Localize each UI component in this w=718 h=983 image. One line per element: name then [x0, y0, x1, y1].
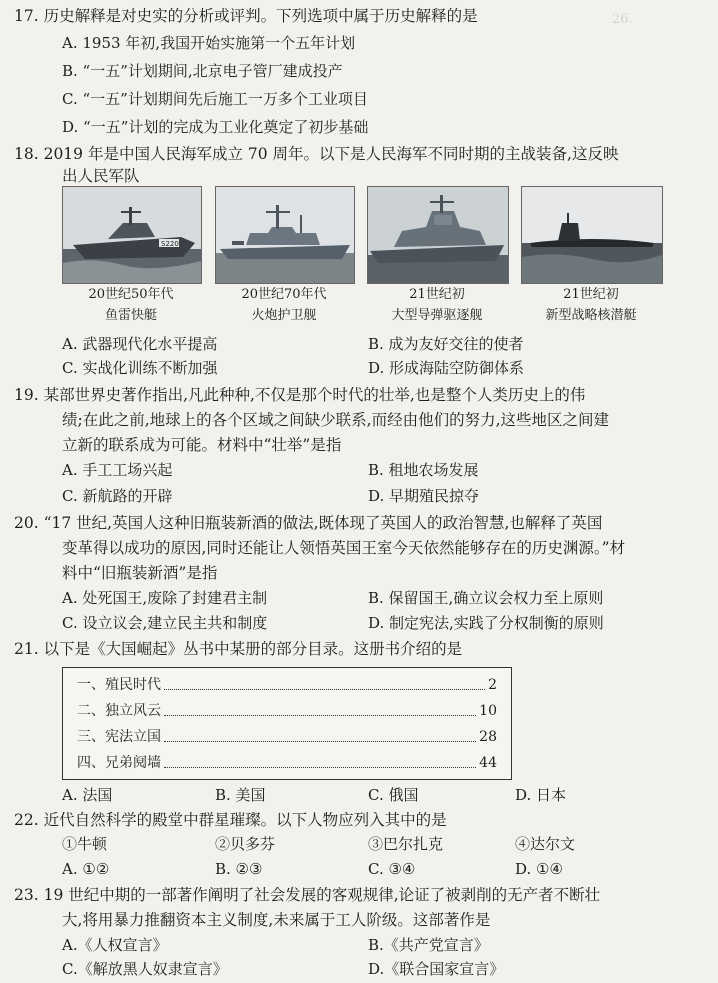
q20-stem-line3: 料中“旧瓶装新酒”是指 [62, 564, 218, 582]
q22-option-c: C. ③④ [368, 860, 416, 878]
q22-option-d: D. ①④ [515, 860, 563, 878]
toc-title: 三、宪法立国 [77, 729, 161, 745]
q18-stem-line1: 18. 2019 年是中国人民海军成立 70 周年。以下是人民海军不同时期的主战装备,这反映 [14, 145, 619, 163]
q19-option-a: A. 手工工场兴起 [62, 461, 173, 479]
toc-row [77, 674, 497, 696]
q23-option-a: A.《人权宣言》 [62, 936, 168, 954]
q19-option-c: C. 新航路的开辟 [62, 487, 173, 505]
q19-option-d: D. 早期殖民掠夺 [368, 487, 480, 505]
q22-item-3: ③巴尔扎克 [368, 835, 444, 853]
q18-option-a: A. 武器现代化水平提高 [62, 335, 218, 353]
q17-option-d: D. “一五”计划的完成为工业化奠定了初步基础 [62, 118, 369, 136]
q17-option-b: B. “一五”计划期间,北京电子管厂建成投产 [62, 62, 343, 80]
q20-stem-line1: 20. “17 世纪,英国人这种旧瓶装新酒的做法,既体现了英国人的政治智慧,也解释了英国 [14, 514, 603, 532]
caption-era-4: 21世纪初 [563, 287, 619, 302]
toc-leader-dots [164, 726, 476, 742]
caption-name-2: 火炮护卫舰 [251, 308, 317, 323]
q20-stem-line2: 变革得以成功的原因,同时还能让人领悟英国王室今天依然能够存在的历史渊源。”材 [62, 539, 626, 557]
q17-stem: 17. 历史解释是对史实的分析或评判。下列选项中属于历史解释的是 [14, 7, 478, 25]
q22-option-b: B. ②③ [215, 860, 263, 878]
q19-stem-line2: 绩;在此之前,地球上的各个区域之间缺少联系,而经由他们的努力,这些地区之间建 [62, 411, 610, 429]
q23-stem-line1: 23. 19 世纪中期的一部著作阐明了社会发展的客观规律,论证了被剥削的无产者不断壮 [14, 886, 601, 904]
toc-page: 10 [479, 703, 497, 719]
q18-option-c: C. 实战化训练不断加强 [62, 359, 218, 377]
q22-item-2: ②贝多芬 [215, 835, 276, 853]
q22-option-a: A. ①② [62, 860, 110, 878]
q22-stem: 22. 近代自然科学的殿堂中群星璀璨。以下人物应列入其中的是 [14, 811, 447, 829]
toc-title: 四、兄弟阋墙 [77, 755, 161, 771]
q19-stem-line1: 19. 某部世界史著作指出,凡此种种,不仅是那个时代的壮举,也是整个人类历史上的伟 [14, 386, 586, 404]
caption-era-3: 21世纪初 [409, 287, 465, 302]
q19-stem-line3: 立新的联系成为可能。材料中“壮举”是指 [62, 436, 342, 454]
destroyer-photo [367, 186, 509, 284]
caption-era-2: 20世纪70年代 [241, 287, 327, 302]
q21-option-a: A. 法国 [62, 786, 113, 804]
q22-item-4: ④达尔文 [515, 835, 576, 853]
q22-item-1: ①牛顿 [62, 835, 108, 853]
toc-row [77, 726, 497, 748]
toc-title: 二、独立风云 [77, 703, 161, 719]
q18-option-b: B. 成为友好交往的使者 [368, 335, 524, 353]
table-of-contents [62, 667, 512, 780]
show-through-text: 26. [612, 12, 633, 27]
torpedo-boat-photo [62, 186, 202, 284]
q20-option-a: A. 处死国王,废除了封建君主制 [62, 589, 268, 607]
toc-title: 一、殖民时代 [77, 677, 161, 693]
q23-option-d: D.《联合国家宣言》 [368, 960, 505, 978]
toc-row [77, 752, 497, 774]
toc-row [77, 700, 497, 722]
hull-number: S220 [161, 240, 179, 248]
caption-name-4: 新型战略核潜艇 [545, 308, 637, 323]
toc-page: 28 [479, 729, 497, 745]
q17-option-a: A. 1953 年初,我国开始实施第一个五年计划 [62, 34, 356, 52]
caption-era-1: 20世纪50年代 [88, 287, 174, 302]
q18-option-d: D. 形成海陆空防御体系 [368, 359, 525, 377]
toc-page: 2 [488, 677, 497, 693]
toc-leader-dots [164, 674, 485, 690]
q19-option-b: B. 租地农场发展 [368, 461, 479, 479]
q17-option-c: C. “一五”计划期间先后施工一万多个工业项目 [62, 90, 368, 108]
q21-stem: 21. 以下是《大国崛起》丛书中某册的部分目录。这册书介绍的是 [14, 640, 463, 658]
toc-leader-dots [164, 752, 476, 768]
q20-option-c: C. 设立议会,建立民主共和制度 [62, 614, 268, 632]
q18-stem-line2: 出人民军队 [62, 167, 140, 185]
q23-option-b: B.《共产党宣言》 [368, 936, 489, 954]
q21-option-d: D. 日本 [515, 786, 567, 804]
q23-option-c: C.《解放黑人奴隶宣言》 [62, 960, 228, 978]
q20-option-b: B. 保留国王,确立议会权力至上原则 [368, 589, 604, 607]
caption-name-1: 鱼雷快艇 [104, 308, 157, 323]
q21-option-b: B. 美国 [215, 786, 266, 804]
toc-leader-dots [164, 700, 476, 716]
q21-option-c: C. 俄国 [368, 786, 419, 804]
submarine-photo [521, 186, 663, 284]
toc-page: 44 [479, 755, 497, 771]
caption-name-3: 大型导弹驱逐舰 [391, 308, 483, 323]
q20-option-d: D. 制定宪法,实践了分权制衡的原则 [368, 614, 604, 632]
q23-stem-line2: 大,将用暴力推翻资本主义制度,未来属于工人阶级。这部著作是 [62, 911, 491, 929]
frigate-photo [215, 186, 355, 284]
